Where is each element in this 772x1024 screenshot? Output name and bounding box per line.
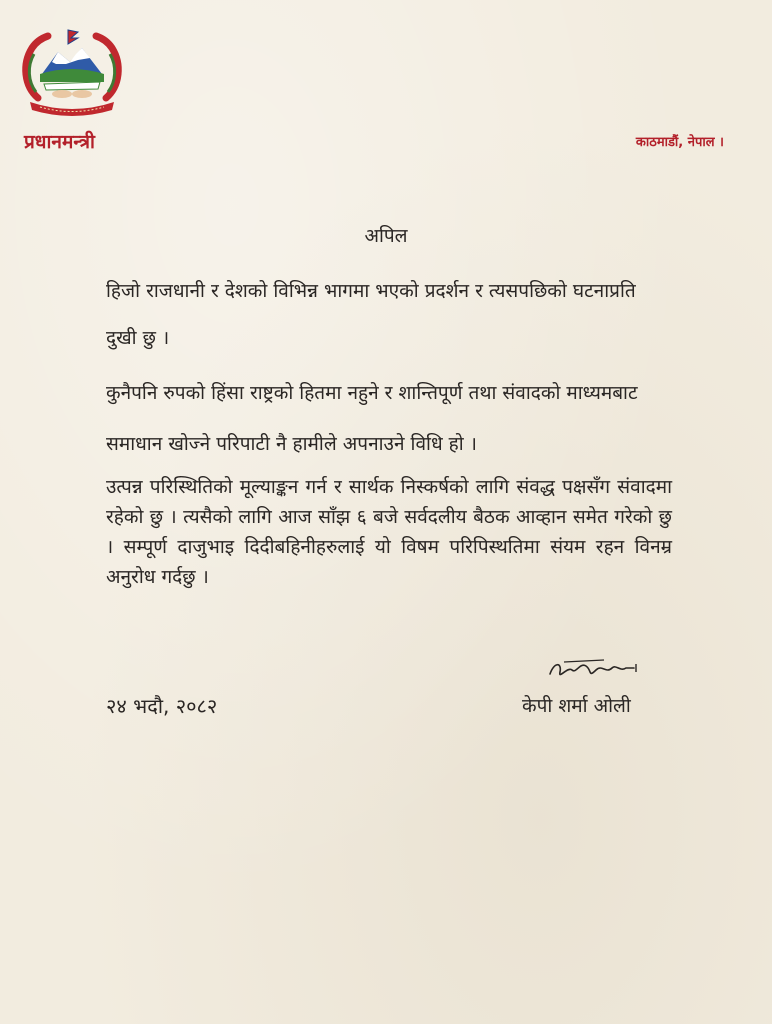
office-title: प्रधानमन्त्री [24, 131, 95, 153]
paragraph-2: कुनैपनि रुपको हिंसा राष्ट्रको हितमा नहुने र शान्तिपूर्ण तथा संवादको माध्यमबाट समाधान खोज्ने परिपाटी नै हामीले अपनाउने विधि हो । [106, 382, 638, 455]
signature-icon [544, 656, 644, 686]
letter-date: २४ भदौ, २०८२ [106, 694, 218, 718]
paragraph-1: हिजो राजधानी र देशको विभिन्न भागमा भएको प्रदर्शन र त्यसपछिको घटनाप्रति दुखी छु । [106, 280, 636, 349]
paragraph-3: उत्पन्न परिस्थितिको मूल्याङ्कन गर्न र सार्थक निस्कर्षको लागि संवद्ध पक्षसँग संवादमा रहेको छु । त्यसैको लागि आज साँझ ६ बजे सर्वदलीय बैठक आव्हान समेत गरेको छु । सम्पूर्ण दाजुभाइ दिदीबहिनीहरुलाई यो विषम परिपिस्थतिमा संयम रहन विनम्र अनुरोध गर्दछु । [106, 476, 672, 588]
signer-name: केपी शर्मा ओली [522, 695, 631, 717]
nepal-emblem-icon [18, 26, 126, 116]
letter-heading: अपिल [364, 225, 408, 247]
location-line: काठमाडौं, नेपाल । [635, 135, 724, 150]
